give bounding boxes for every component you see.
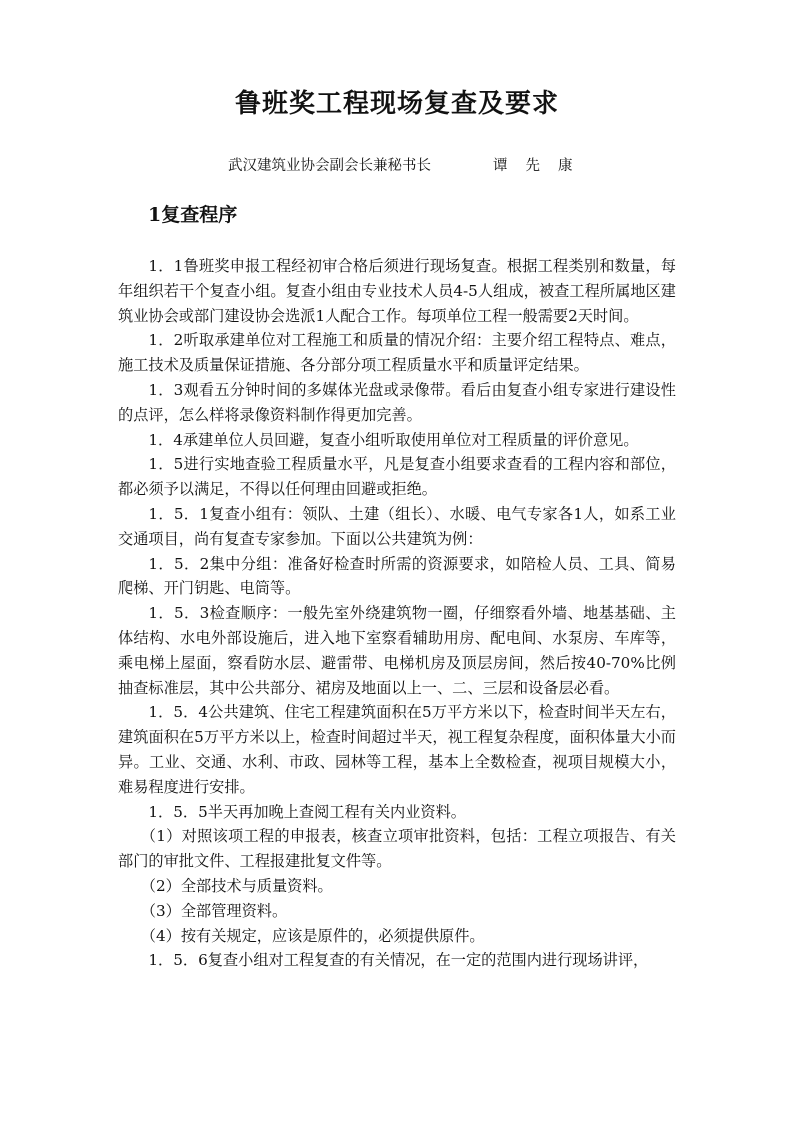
list-item-3: （3）全部管理资料。: [140, 901, 288, 920]
list-item-1: （1）对照该项工程的申报表，核查立项审批资料，包括：工程立项报告、有关部门的审批文件、工程报建批复文件等。: [118, 827, 676, 871]
paragraph-1-5-5: 1．5．5半天再加晚上查阅工程有关内业资料。: [148, 802, 466, 821]
paragraph-1-3: 1．3观看五分钟时间的多媒体光盘或录像带。看后由复查小组专家进行建设性的点评，怎么样将录像资料制作得更加完善。: [118, 380, 676, 424]
section-heading: 1复查程序: [148, 204, 238, 226]
paragraph-1-5-1: 1．5．1复查小组有：领队、土建（组长）、水暖、电气专家各1人，如系工业交通项目，尚有复查专家参加。下面以公共建筑为例：: [118, 504, 676, 548]
paragraph-1-2: 1．2听取承建单位对工程施工和质量的情况介绍：主要介绍工程特点、难点，施工技术及质量保证措施、各分部分项工程质量水平和质量评定结果。: [118, 331, 676, 375]
paragraph-1-5-2: 1．5．2集中分组：准备好检查时所需的资源要求，如陪检人员、工具、简易爬梯、开门钥匙、电筒等。: [118, 554, 676, 598]
list-item-4: （4）按有关规定，应该是原件的，必须提供原件。: [140, 926, 485, 945]
paragraph-1-5-3: 1．5．3检查顺序：一般先室外绕建筑物一圈，仔细察看外墙、地基基础、主体结构、水电外部设施后，进入地下室察看辅助用房、配电间、水泵房、车库等，乘电梯上屋面，察看防水层、避雷带、电梯机房及顶层房间，然后按40-70%比例抽查标准层，其中公共部分、裙房及地面以上一、二、三层和设备层必看。: [118, 604, 676, 697]
author-position: 武汉建筑业协会副会长兼秘书长: [228, 158, 431, 174]
author-name: 谭先康: [493, 158, 591, 174]
paragraph-1-4: 1．4承建单位人员回避，复查小组听取使用单位对工程质量的评价意见。: [148, 430, 639, 449]
author-line: [228, 156, 591, 176]
paragraph-1-5-6: 1．5．6复查小组对工程复查的有关情况，在一定的范围内进行现场讲评，: [148, 951, 649, 970]
body-text: [118, 254, 676, 973]
paragraph-1-5: 1．5进行实地查验工程质量水平，凡是复查小组要求查看的工程内容和部位，都必须予以满足，不得以任何理由回避或拒绝。: [118, 455, 676, 499]
list-item-2: （2）全部技术与质量资料。: [140, 876, 333, 895]
paragraph-1-5-4: 1．5．4公共建筑、住宅工程建筑面积在5万平方米以下，检查时间半天左右，建筑面积在5万平方米以上，检查时间超过半天，视工程复杂程度，面积体量大小而异。工业、交通、水利、市政、园林等工程，基本上全数检查，视项目规模大小，难易程度进行安排。: [118, 703, 676, 796]
document-title: 鲁班奖工程现场复查及要求: [234, 89, 559, 119]
paragraph-1-1: 1．1鲁班奖申报工程经初审合格后须进行现场复查。根据工程类别和数量，每年组织若干个复查小组。复查小组由专业技术人员4-5人组成，被查工程所属地区建筑业协会或部门建设协会选派1人配合工作。每项单位工程一般需要2天时间。: [118, 257, 676, 325]
